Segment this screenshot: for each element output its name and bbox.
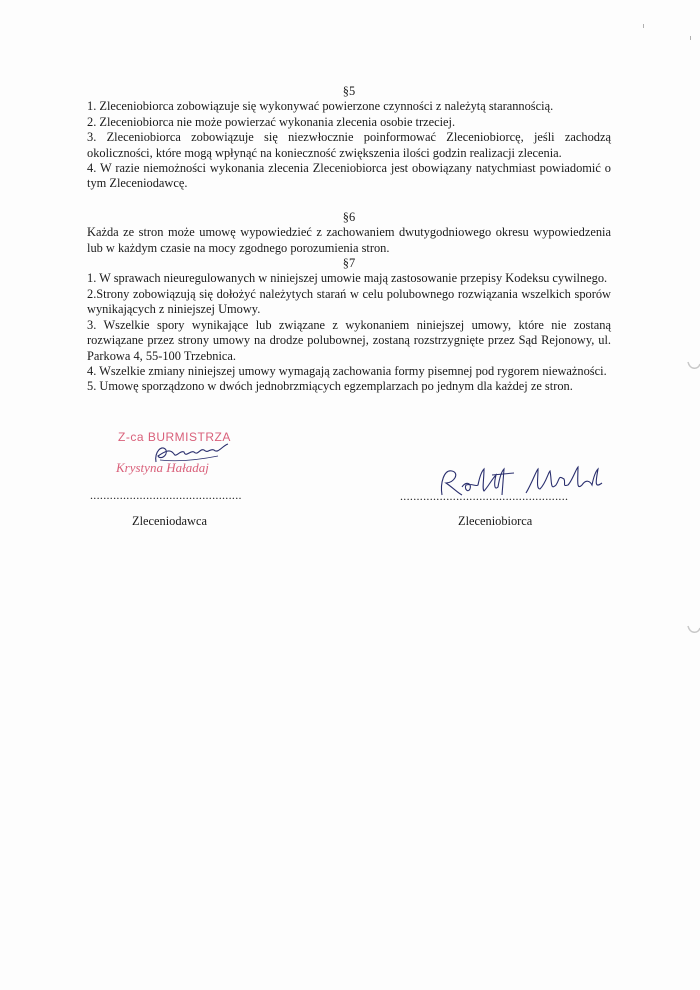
- section-spacer: [87, 192, 611, 210]
- section-7-heading: §7: [342, 256, 356, 271]
- section-7-clause-3: 3. Wszelkie spory wynikające lub związane z wykonaniem niniejszej umowy, które nie zostaną rozwiązane przez strony umowy na drodze polubownej, zostaną rozstrzygnięte przez Sąd Rejonowy, ul. Parkowa 4, 55-100 Trzebnica.: [87, 317, 611, 363]
- section-7-clause-4: 4. Wszelkie zmiany niniejszej umowy wymagają zachowania formy pisemnej pod rygorem nieważności.: [87, 363, 607, 378]
- stamp-name: Krystyna Haładaj: [116, 460, 209, 475]
- contract-body: [87, 84, 611, 395]
- section-5-clause-2: 2. Zleceniobiorca nie może powierzać wykonania zlecenia osobie trzeciej.: [87, 114, 456, 129]
- section-5-clause-4: 4. W razie niemożności wykonania zlecenia Zleceniobiorca jest obowiązany natychmiast powiadomić o tym Zleceniodawcę.: [87, 161, 611, 191]
- section-6-clause-1: Każda ze stron może umowę wypowiedzieć z zachowaniem dwutygodniowego okresu wypowiedzenia lub w każdym czasie na mocy zgodnego porozumienia stron.: [87, 225, 611, 255]
- scan-speck: [690, 36, 691, 40]
- stamp-title: Z-ca BURMISTRZA: [118, 430, 231, 444]
- section-6-heading: §6: [342, 209, 356, 224]
- signature-block-principal: [90, 430, 270, 530]
- scan-speck: [643, 24, 644, 28]
- section-5-clause-1: 1. Zleceniobiorca zobowiązuje się wykonywać powierzone czynności z należytą starannością.: [87, 99, 554, 114]
- contractor-label: Zleceniobiorca: [458, 514, 533, 528]
- signature-line-principal: ..............................................: [90, 488, 242, 502]
- punch-hole-mark: [686, 622, 700, 636]
- principal-label: Zleceniodawca: [132, 514, 207, 528]
- section-7-clause-5: 5. Umowę sporządzono w dwóch jednobrzmiących egzemplarzach po jednym dla każdej ze stron.: [87, 379, 573, 394]
- section-5-heading: §5: [342, 84, 356, 98]
- section-7-clause-2: 2.Strony zobowiązują się dołożyć należytych starań w celu polubownego rozwiązania wszelkich sporów wynikających z niniejszej Umowy.: [87, 286, 611, 317]
- punch-hole-mark: [686, 358, 700, 372]
- signature-line-contractor: ...................................................: [400, 489, 569, 503]
- section-5-clause-3: 3. Zleceniobiorca zobowiązuje się niezwłocznie poinformować Zleceniobiorcę, jeśli zachodzą okoliczności, które mogą wpłynąć na konieczność zwiększenia ilości godzin realizacji zlecenia.: [87, 130, 611, 160]
- section-7-clause-1: 1. W sprawach nieuregulowanych w niniejszej umowie mają zastosowanie przepisy Kodeksu cywilnego.: [87, 271, 608, 286]
- signature-block-contractor: [400, 465, 610, 535]
